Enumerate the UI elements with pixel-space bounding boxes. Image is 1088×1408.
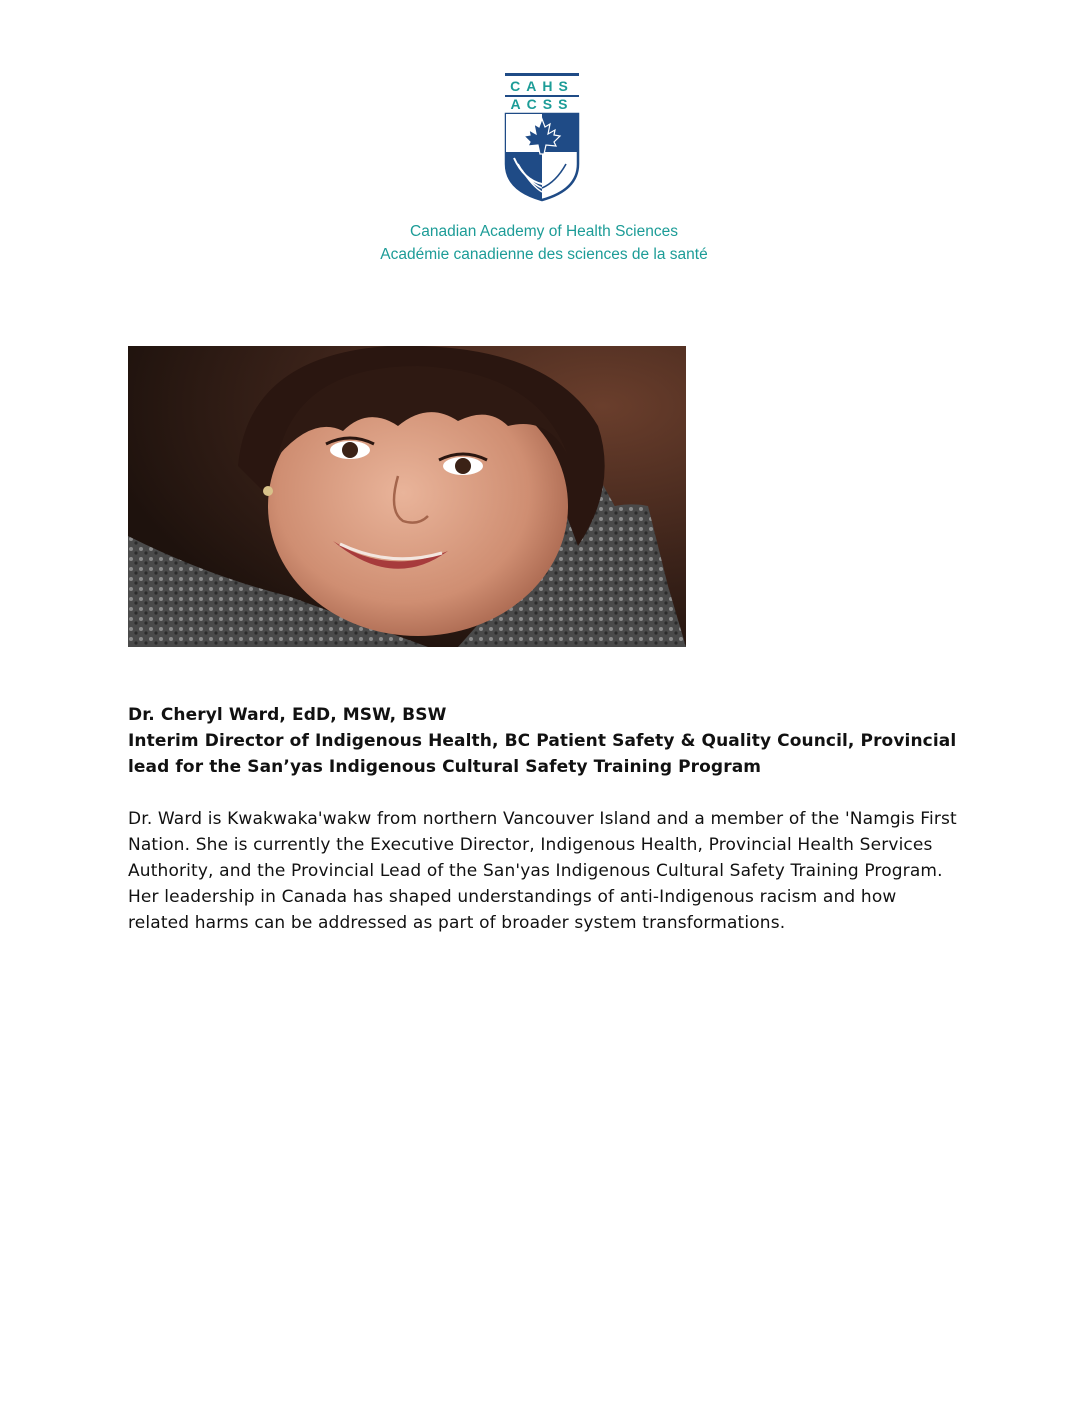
cahs-logo bbox=[504, 72, 584, 202]
organization-name-fr: Académie canadienne des sciences de la santé bbox=[380, 246, 708, 263]
organization-name-en: Canadian Academy of Health Sciences bbox=[410, 223, 678, 240]
organization-names bbox=[380, 220, 707, 266]
profile-section bbox=[128, 702, 958, 936]
person-name: Dr. Cheryl Ward, EdD, MSW, BSW bbox=[128, 705, 447, 725]
portrait-photo bbox=[128, 346, 686, 647]
person-bio: Dr. Ward is Kwakwaka'wakw from northern Vancouver Island and a member of the 'Namgis First Nation. She is currently the Executive Director, Indigenous Health, Provincial Health Services Authority, and the Provincial Lead of the San'yas Indigenous Cultural Safety Training Program. Her leadership in Canada has shaped understandings of anti-Indigenous racism and how related harms can be addressed as part of broader system transformations. bbox=[128, 809, 957, 933]
svg-text:ACSS: ACSS bbox=[510, 96, 574, 112]
person-title: Interim Director of Indigenous Health, BC Patient Safety & Quality Council, Provincial lead for the San’yas Indigenous Cultural Safety Training Program bbox=[128, 731, 957, 777]
header-logo bbox=[0, 72, 1088, 266]
svg-text:CAHS: CAHS bbox=[510, 78, 574, 94]
